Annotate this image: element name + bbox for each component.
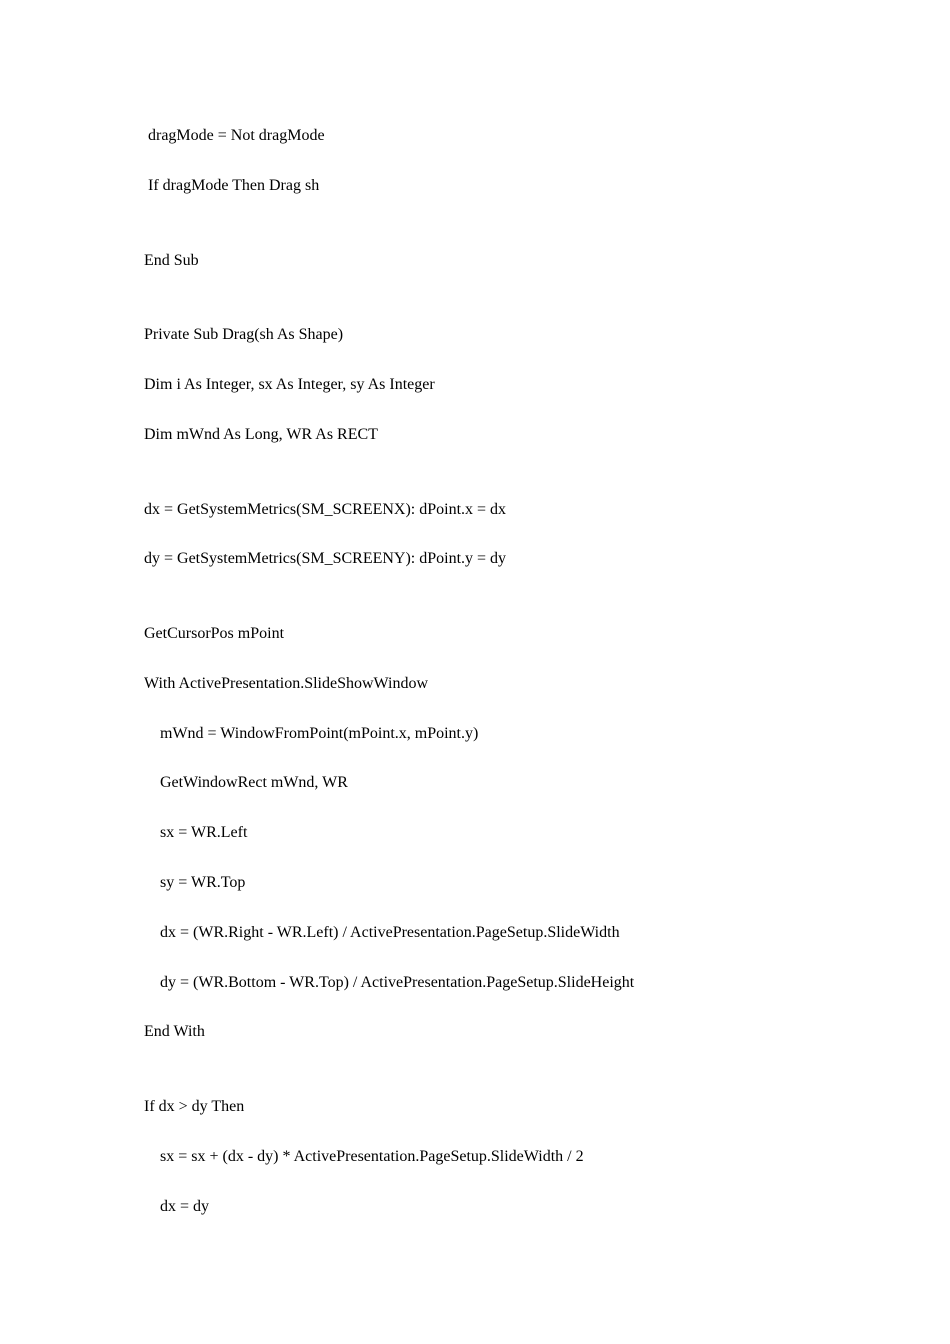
- code-line: If dragMode Then Drag sh: [144, 177, 320, 194]
- code-line: Private Sub Drag(sh As Shape): [144, 326, 344, 343]
- code-line: Dim mWnd As Long, WR As RECT: [144, 426, 378, 443]
- code-line: sx = WR.Left: [144, 824, 248, 841]
- code-line: dx = dy: [144, 1198, 210, 1215]
- code-line: End Sub: [144, 252, 199, 269]
- code-line: dy = GetSystemMetrics(SM_SCREENY): dPoint.y = dy: [144, 550, 507, 567]
- code-line: sx = sx + (dx - dy) * ActivePresentation.PageSetup.SlideWidth / 2: [144, 1148, 584, 1165]
- code-line: End With: [144, 1023, 205, 1040]
- code-line: dragMode = Not dragMode: [144, 127, 325, 144]
- code-line: dx = (WR.Right - WR.Left) / ActivePresentation.PageSetup.SlideWidth: [144, 924, 620, 941]
- code-line: dy = (WR.Bottom - WR.Top) / ActivePresentation.PageSetup.SlideHeight: [144, 974, 635, 991]
- code-line: GetWindowRect mWnd, WR: [144, 774, 348, 791]
- code-line: Dim i As Integer, sx As Integer, sy As Integer: [144, 376, 435, 393]
- code-line: If dx > dy Then: [144, 1098, 245, 1115]
- code-line: GetCursorPos mPoint: [144, 625, 285, 642]
- code-line: dx = GetSystemMetrics(SM_SCREENX): dPoint.x = dx: [144, 501, 507, 518]
- code-line: With ActivePresentation.SlideShowWindow: [144, 675, 429, 692]
- code-line: mWnd = WindowFromPoint(mPoint.x, mPoint.y): [144, 725, 479, 742]
- code-line: sy = WR.Top: [144, 874, 246, 891]
